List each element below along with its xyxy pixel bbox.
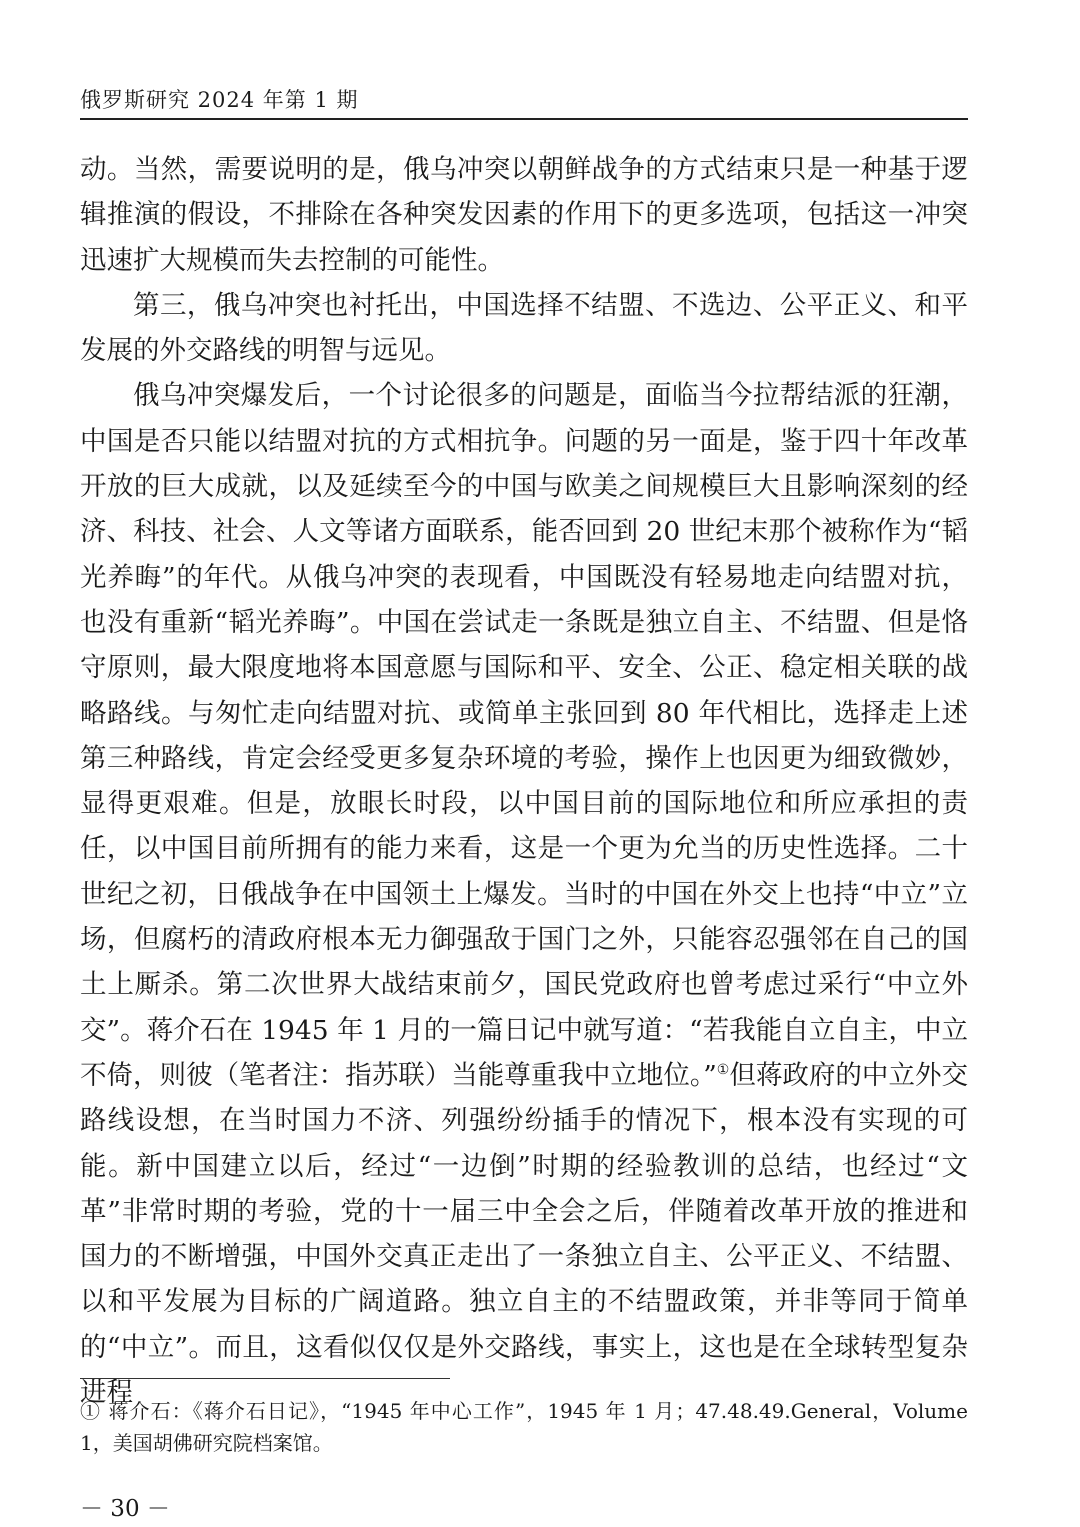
paragraph-third-point: 第三，俄乌冲突也衬托出，中国选择不结盟、不选边、公平正义、和平发展的外交路线的明智与远见。 — [80, 289, 968, 367]
footnote: ① 蒋介石：《蒋介石日记》，“1945 年中心工作”，1945 年 1 月；47.48.49.General，Volume 1，美国胡佛研究院档案馆。 — [80, 1399, 968, 1455]
paragraph-main-part2: 但蒋政府的中立外交路线设想，在当时国力不济、列强纷纷插手的情况下，根本没有实现的可能。新中国建立以后，经过“一边倒”时期的经验教训的总结，也经过“文革”非常时期的考验，党的十一届三中全会之后，伴随着改革开放的推进和国力的不断增强，中国外交真正走出了一条独立自主、公平正义、不结盟、以和平发展为目标的广阔道路。独立自主的不结盟政策，并非等同于简单的“中立”。而且，这看似仅仅是外交路线，事实上，这也是在全球转型复杂进程 — [80, 1059, 968, 1409]
paragraph-main-part1: 俄乌冲突爆发后，一个讨论很多的问题是，面临当今拉帮结派的狂潮，中国是否只能以结盟对抗的方式相抗争。问题的另一面是，鉴于四十年改革开放的巨大成就，以及延续至今的中国与欧美之间规模巨大且影响深刻的经济、科技、社会、人文等诸方面联系，能否回到 20 世纪末那个被称作为“韬光养晦”的年代。从俄乌冲突的表现看，中国既没有轻易地走向结盟对抗，也没有重新“韬光养晦”。中国在尝试走一条既是独立自主、不结盟、但是恪守原则，最大限度地将本国意愿与国际和平、安全、公正、稳定相关联的战略路线。与匆忙走向结盟对抗、或简单主张回到 80 年代相比，选择走上述第三种路线，肯定会经受更多复杂环境的考验，操作上也因更为细致微妙，显得更艰难。但是，放眼长时段，以中国目前的国际地位和所应承担的责任，以中国目前所拥有的能力来看，这是一个更为允当的历史性选择。二十世纪之初，日俄战争在中国领土上爆发。当时的中国在外交上也持“中立”立场，但腐朽的清政府根本无力御强敌于国门之外，只能容忍强邻在自己的国土上厮杀。第二次世界大战结束前夕，国民党政府也曾考虑过采行“中立外交”。蒋介石在 1945 年 1 月的一篇日记中就写道：“若我能自立自主，中立不倚，则彼（笔者注：指苏联）当能尊重我中立地位。” — [80, 380, 968, 1091]
running-header: 俄罗斯研究 2024 年第 1 期 — [80, 88, 359, 112]
paragraph-continuation: 动。当然，需要说明的是，俄乌冲突以朝鲜战争的方式结束只是一种基于逻辑推演的假设，不排除在各种突发因素的作用下的更多选项，包括这一冲突迅速扩大规模而失去控制的可能性。 — [80, 154, 968, 276]
paragraph-main — [80, 373, 968, 1415]
article-body — [80, 147, 968, 1415]
footnote-rule — [80, 1378, 450, 1379]
footnote-marker[interactable]: ① — [716, 1062, 730, 1079]
header-rule — [80, 118, 968, 120]
page-number: － 30 － — [80, 1496, 170, 1522]
